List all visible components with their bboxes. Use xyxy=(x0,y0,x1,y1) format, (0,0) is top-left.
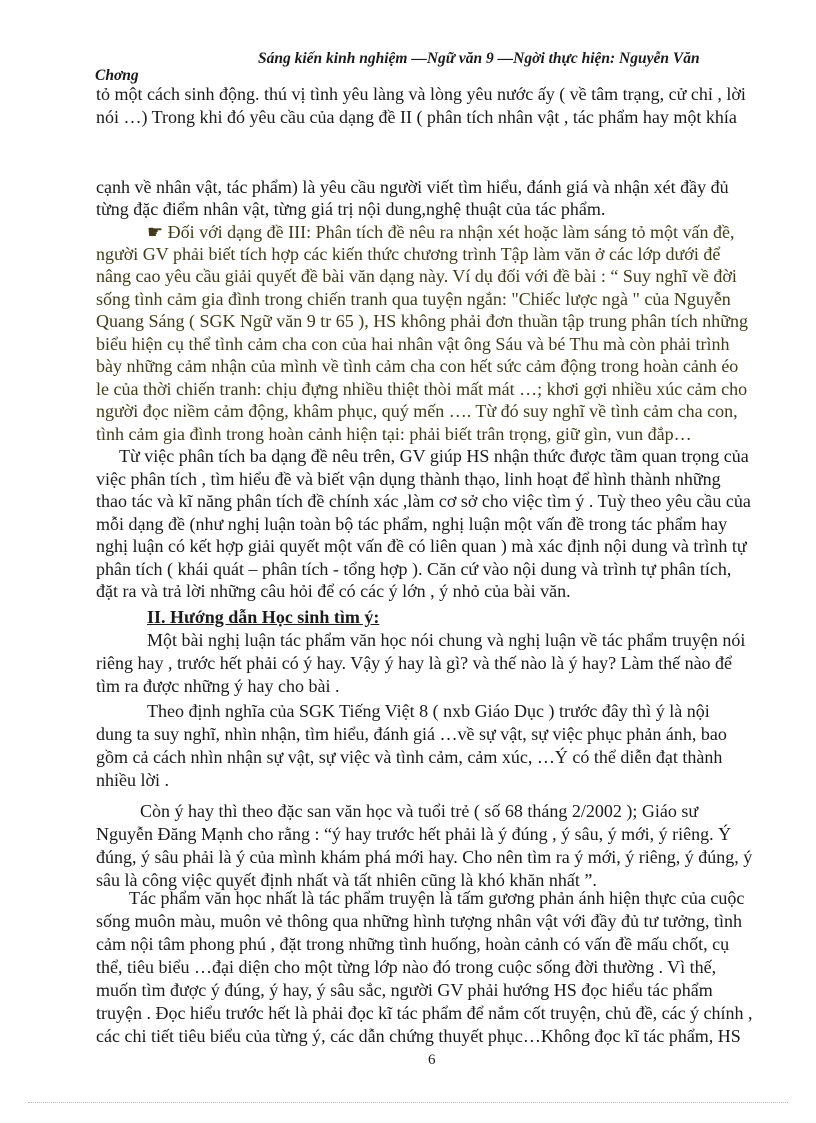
text-line: sâu là công việc quyết định nhất và tất nhiên cũng là khó khăn nhất ”. xyxy=(96,870,597,890)
text-line: Tác phẩm văn học nhất là tác phẩm truyện là tấm gương phản ánh hiện thực của cuộc xyxy=(129,888,745,908)
text-line: bày những cảm nhận của mình về tình cảm cha con hết sức cảm động trong hoàn cảnh éo xyxy=(96,356,739,376)
text-line: le của thời chiến tranh: chịu đựng nhiều thiệt thòi mất mát …; khơi gợi nhiều xúc cảm cho xyxy=(96,379,748,399)
text-line: Còn ý hay thì theo đặc san văn học và tuổi trẻ ( số 68 tháng 2/2002 ); Giáo sư xyxy=(140,801,699,821)
text-line: Nguyễn Đăng Mạnh cho rằng : “ý hay trước hết phải là ý đúng , ý sâu, ý mới, ý riêng. Ý xyxy=(96,824,732,844)
text-line: việc phân tích , tìm hiểu đề và biết vận dụng thành thạo, linh hoạt để hình thành những xyxy=(96,469,721,489)
text-line: ☛ Đối với dạng đề III: Phân tích đề nêu ra nhận xét hoặc làm sáng tỏ một vấn đề, xyxy=(147,222,735,242)
text-line: biểu hiện cụ thể tình cảm cha con của hai nhân vật ông Sáu và bé Thu mà còn phải trình xyxy=(96,334,730,354)
text-line: tỏ một cách sinh động. thú vị tình yêu làng và lòng yêu nước ấy ( về tâm trạng, cử chỉ , lời xyxy=(96,84,746,104)
text-line: muốn tìm được ý đúng, ý hay, ý sâu sắc, người GV phải hướng HS đọc hiểu tác phẩm xyxy=(96,980,713,1000)
text-line: nói …) Trong khi đó yêu cầu của dạng đề II ( phân tích nhân vật , tác phẩm hay một khía xyxy=(96,107,737,127)
text-line: Từ việc phân tích ba dạng đề nêu trên, GV giúp HS nhận thức được tầm quan trọng của xyxy=(119,446,749,466)
text-line: đúng, ý sâu phải là ý của mình khám phá mới hay. Cho nên tìm ra ý mới, ý riêng, ý đúng, ý xyxy=(96,847,753,867)
page-number: 6 xyxy=(428,1052,436,1068)
header-title: Sáng kiến kinh nghiệm —Ngữ văn 9 —Ngời thực hiện: Nguyễn Văn xyxy=(258,50,700,67)
text-line: cạnh về nhân vật, tác phẩm) là yêu cầu người viết tìm hiểu, đánh giá và nhận xét đầy đủ xyxy=(96,177,729,197)
text-line: người đọc niềm cảm động, khâm phục, quý mến …. Từ đó suy nghĩ về tình cảm cha con, xyxy=(96,401,738,421)
text-line: thể, tiêu biểu …đại diện cho một từng lớp nào đó trong cuộc sống đời thường . Vì thế, xyxy=(96,957,717,977)
text-line: tình cảm gia đình trong hoàn cảnh hiện tại: phải biết trân trọng, giữ gìn, vun đắp… xyxy=(96,424,692,444)
page-bottom-divider xyxy=(28,1102,788,1103)
text-line: nâng cao yêu cầu giải quyết đề bài văn dạng này. Ví dụ đối với đề bài : “ Suy nghĩ về đời xyxy=(96,266,737,286)
text-line: nhiều lời . xyxy=(96,770,170,790)
text-line: các chi tiết tiêu biểu của từng ý, các dẫn chứng thuyết phục…Không đọc kĩ tác phẩm, HS xyxy=(96,1026,741,1046)
text-line: cảm nội tâm phong phú , đặt trong những tình huống, hoàn cảnh có vấn đề mấu chốt, cụ xyxy=(96,934,730,954)
text-line: người GV phải biết tích hợp các kiến thức chương trình Tập làm văn ở các lớp dưới để xyxy=(96,244,721,264)
text-line: Theo định nghĩa của SGK Tiếng Việt 8 ( nxb Giáo Dục ) trước đây thì ý là nội xyxy=(147,701,710,721)
text-line: nghị luận có kết hợp giải quyết một vấn đề có liên quan ) mà xác định nội dung và trình tự xyxy=(96,536,747,556)
section-heading: II. Hướng dẫn Học sinh tìm ý: xyxy=(147,607,380,627)
text-line: tìm ra được những ý hay cho bài . xyxy=(96,676,340,696)
text-line: mỗi dạng đề (như nghị luận toàn bộ tác phẩm, nghị luận một vấn đề trong tác phẩm hay xyxy=(96,514,728,534)
text-line: truyện . Đọc hiểu trước hết là phải đọc kĩ tác phẩm để nắm cốt truyện, chủ đề, các ý chính , xyxy=(96,1003,753,1023)
text-line: Quang Sáng ( SGK Ngữ văn 9 tr 65 ), HS không phải đơn thuần tập trung phân tích những xyxy=(96,311,748,331)
text-line: sống tình cảm gia đình trong chiến tranh qua tuyện ngắn: "Chiếc lược ngà " của Nguyễn xyxy=(96,289,731,309)
text-line: Một bài nghị luận tác phẩm văn học nói chung và nghị luận về tác phẩm truyện nói xyxy=(147,630,746,650)
text-line: riêng hay , trước hết phải có ý hay. Vậy ý hay là gì? và thế nào là ý hay? Làm thế nào để xyxy=(96,653,733,673)
text-line: từng đặc điểm nhân vật, từng giá trị nội dung,nghệ thuật của tác phẩm. xyxy=(96,199,606,219)
text-line: đặt ra và trả lời những câu hỏi để có các ý lớn , ý nhỏ của bài văn. xyxy=(96,581,571,601)
text-line: sống muôn màu, muôn vẻ thông qua những hình tượng nhân vật với đầy đủ tư tưởng, tình xyxy=(96,911,743,931)
text-line: gồm cả cách nhìn nhận sự vật, sự việc và tình cảm, cảm xúc, …Ý có thể diễn đạt thành xyxy=(96,747,723,767)
text-line: phân tích ( khái quát – phân tích - tổng hợp ). Căn cứ vào nội dung và trình tự phân tích, xyxy=(96,559,732,579)
text-line: thao tác và kĩ năng phân tích đề chính xác ,làm cơ sở cho việc tìm ý . Tuỳ theo yêu cầu của xyxy=(96,491,751,511)
text-line: dung ta suy nghĩ, nhìn nhận, tìm hiểu, đánh giá …về sự vật, sự việc phục phản ánh, bao xyxy=(96,724,727,744)
header-author-continued: Chơng xyxy=(95,67,139,84)
